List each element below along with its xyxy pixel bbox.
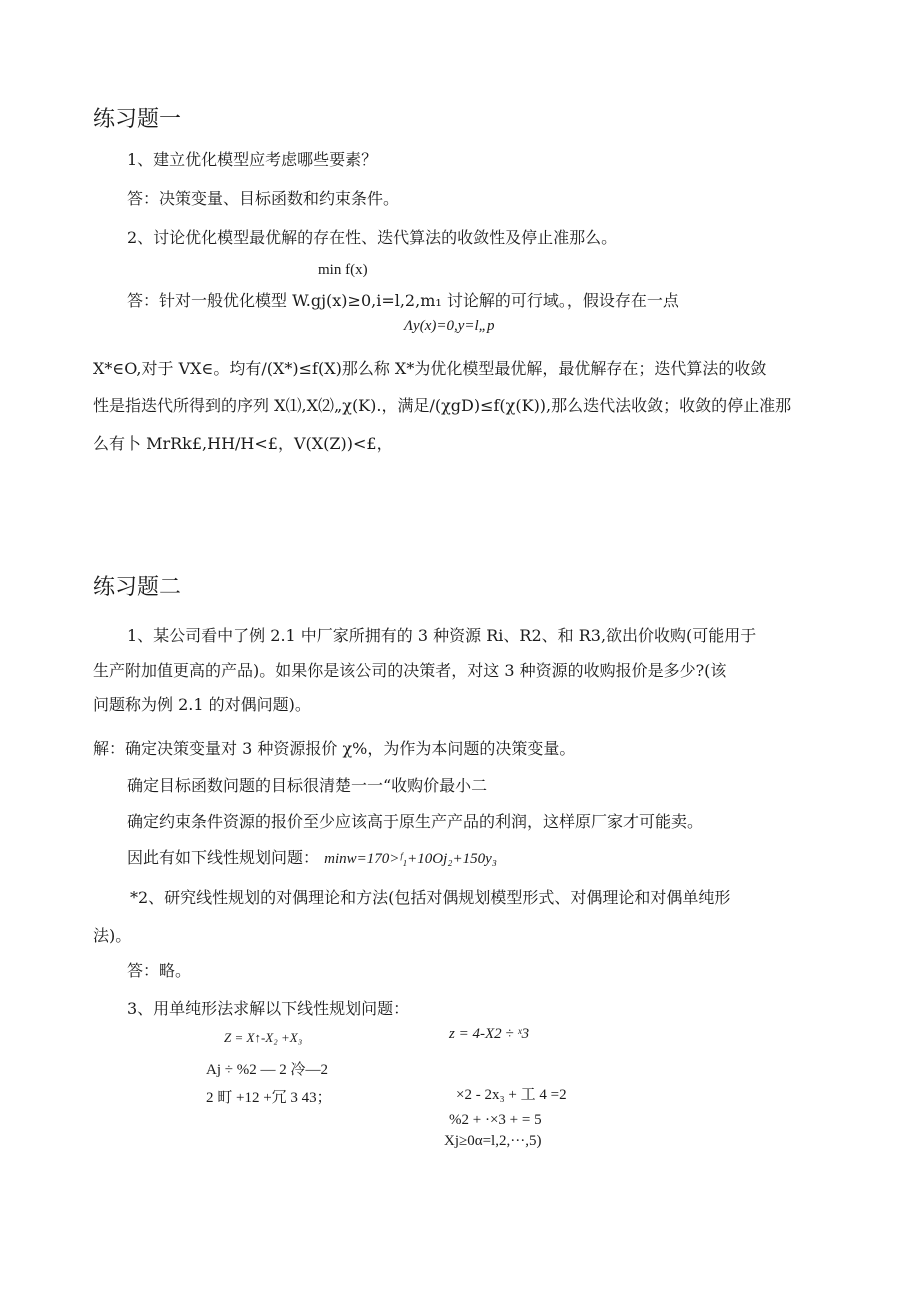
question-2-3: 3、用单纯形法求解以下线性规划问题： bbox=[127, 999, 410, 1018]
question-2-1-line-2: 生产附加值更高的产品)。如果你是该公司的决策者，对这 3 种资源的收购报价是多少?(该 bbox=[93, 661, 727, 680]
solution-line-3: 确定约束条件资源的报价至少应该高于原生产产品的利润，这样原厂家才可能卖。 bbox=[127, 812, 704, 831]
answer-1-2-line: 答：针对一般优化模型 W.gj(x)≥0,i=l,2,m₁ 讨论解的可行域。，假设存在一点 bbox=[127, 291, 679, 310]
question-2-2-line-2: 法)。 bbox=[93, 926, 132, 945]
lp-left-constraint-2: 2 町 +12 +冗 3 43； bbox=[206, 1090, 332, 1106]
solution-line-2: 确定目标函数问题的目标很清楚一一“收购价最小二 bbox=[127, 776, 488, 795]
question-2-2-line-1: *2、研究线性规划的对偶理论和方法(包括对偶规划模型形式、对偶理论和对偶单纯形 bbox=[130, 888, 731, 907]
lp-left-objective: Z = X↑-X₂ +X₃ bbox=[224, 1030, 303, 1045]
answer-1-1: 答：决策变量、目标函数和约束条件。 bbox=[127, 189, 400, 208]
question-1-1: 1、建立优化模型应考虑哪些要素？ bbox=[127, 150, 378, 169]
answer-2-2: 答：略。 bbox=[127, 961, 192, 980]
lp-right-constraint-2: %2 + ·×3 + = 5 bbox=[449, 1112, 542, 1128]
section-heading-2: 练习题二 bbox=[93, 575, 182, 600]
objective-formula: minw=170>ᶠ₁+10Oj₂+150y₃ bbox=[324, 851, 498, 867]
section-heading-1: 练习题一 bbox=[93, 107, 182, 132]
lp-left-constraint-1: Aj ÷ %2 — 2 冷—2 bbox=[206, 1062, 328, 1078]
question-2-1-line-1: 1、某公司看中了例 2.1 中厂家所拥有的 3 种资源 Ri、R2、和 R3,欲出价收购(可能用于 bbox=[127, 626, 757, 645]
formula-min-f: min f(x) bbox=[318, 262, 368, 278]
question-1-2: 2、讨论优化模型最优解的存在性、迭代算法的收敛性及停止准那么。 bbox=[127, 228, 618, 247]
solution-line-4 bbox=[127, 845, 497, 868]
answer-1-2-para-2: 性是指迭代所得到的序列 X⑴,X⑵„χ(K).，满足/(χgD)≤f(χ(K)),那么迭代法收敛；收敛的停止准那 bbox=[93, 396, 792, 415]
lp-right-objective: z = 4-X2 ÷ ˣ3 bbox=[449, 1026, 530, 1042]
formula-h-constraint: Λy(x)=0,y=l„p bbox=[404, 318, 495, 334]
solution-line-4-text: 因此有如下线性规划问题： bbox=[127, 848, 320, 867]
solution-line-1: 解：确定决策变量对 3 种资源报价 χ%，为作为本问题的决策变量。 bbox=[93, 739, 576, 758]
lp-right-constraint-1: ×2 - 2x₃ + 工 4 =2 bbox=[456, 1087, 567, 1103]
lp-right-nonnegativity: Xj≥0α=l,2,···,5) bbox=[444, 1133, 542, 1149]
question-2-1-line-3: 问题称为例 2.1 的对偶问题)。 bbox=[93, 695, 311, 714]
answer-1-2-para-1: X*∈O,对于 VX∈。均有/(X*)≤f(X)那么称 X*为优化模型最优解，最优解存在；迭代算法的收敛 bbox=[93, 359, 767, 378]
answer-1-2-para-3: 么有卜 MrRk£,HH/H<£，V(X(Z))<£， bbox=[93, 434, 393, 453]
